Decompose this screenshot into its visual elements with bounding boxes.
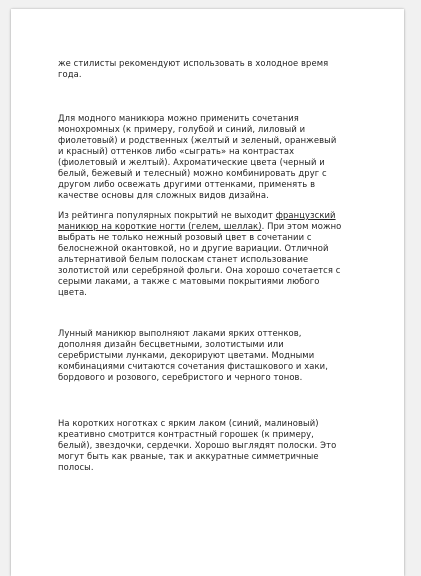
text-line: креативно смотрится контрастный горошек (к примеру, — [58, 429, 314, 439]
text-line: (фиолетовый и желтый). Ахроматические цвета (черный и — [58, 157, 325, 167]
text-line: белоснежной окантовкой, но и другие вариации. Отличной — [58, 243, 329, 253]
paragraph-short-nails — [58, 418, 368, 473]
text-line: Лунный маникюр выполняют лаками ярких оттенков, — [58, 328, 302, 338]
text-line: золотистой или серебряной фольги. Она хорошо сочетается с — [58, 265, 341, 275]
paragraph-color-combinations — [58, 113, 368, 201]
text-line: года. — [58, 69, 82, 79]
scrollbar-track[interactable] — [415, 0, 421, 576]
text-line: Для модного маникюра можно применить сочетания — [58, 113, 299, 123]
text-line: дополняя дизайн бесцветными, золотистыми или — [58, 339, 284, 349]
text-line: качестве основы для сложных видов дизайна. — [58, 190, 269, 200]
text-line: комбинациями считаются сочетания фисташкового и хаки, — [58, 361, 328, 371]
text-line: фиолетовый) и родственных (желтый и зеленый, оранжевый — [58, 135, 337, 145]
text-line: могут быть как рваные, так и аккуратные симметричные — [58, 451, 319, 461]
text-line: же стилисты рекомендуют использовать в холодное время — [58, 58, 329, 68]
french-manicure-link[interactable]: французский — [275, 210, 336, 220]
text-line: На коротких ноготках с ярким лаком (синий, малиновый) — [58, 418, 319, 428]
text-line: альтернативой белым полоскам станет использование — [58, 254, 309, 264]
paragraph-moon-manicure — [58, 328, 368, 383]
paragraph-cold-season — [58, 58, 368, 80]
text-line: цвета. — [58, 287, 88, 297]
text-line: другом либо освежать другими оттенками, применять в — [58, 179, 316, 189]
text-line: серыми лаками, а также с матовыми покрытиями любого — [58, 276, 320, 286]
text-line: монохромных (к примеру, голубой и синий, лиловый и — [58, 124, 306, 134]
text-line: Из рейтинга популярных покрытий не выходит — [58, 210, 276, 220]
text-line: выбрать не только нежный розовый цвет в сочетании с — [58, 232, 312, 242]
document-page — [11, 9, 404, 576]
text-line: бордового и розового, серебристого и черного тонов. — [58, 372, 303, 382]
french-manicure-link-continued[interactable]: маникюр на короткие ногти (гелем, шеллак) — [58, 221, 262, 231]
text-line: белый, бежевый и телесный) можно комбинировать друг с — [58, 168, 327, 178]
text-line: полосы. — [58, 462, 94, 472]
text-line: и красный) оттенков либо «сыграть» на контрастах — [58, 146, 295, 156]
text-line: белый), звездочки, сердечки. Хорошо выглядят полоски. Это — [58, 440, 337, 450]
text-line: серебристыми лунками, декорируют цветами. Модными — [58, 350, 315, 360]
paragraph-french-manicure — [58, 210, 368, 298]
text-line: . При этом можно — [261, 221, 342, 231]
